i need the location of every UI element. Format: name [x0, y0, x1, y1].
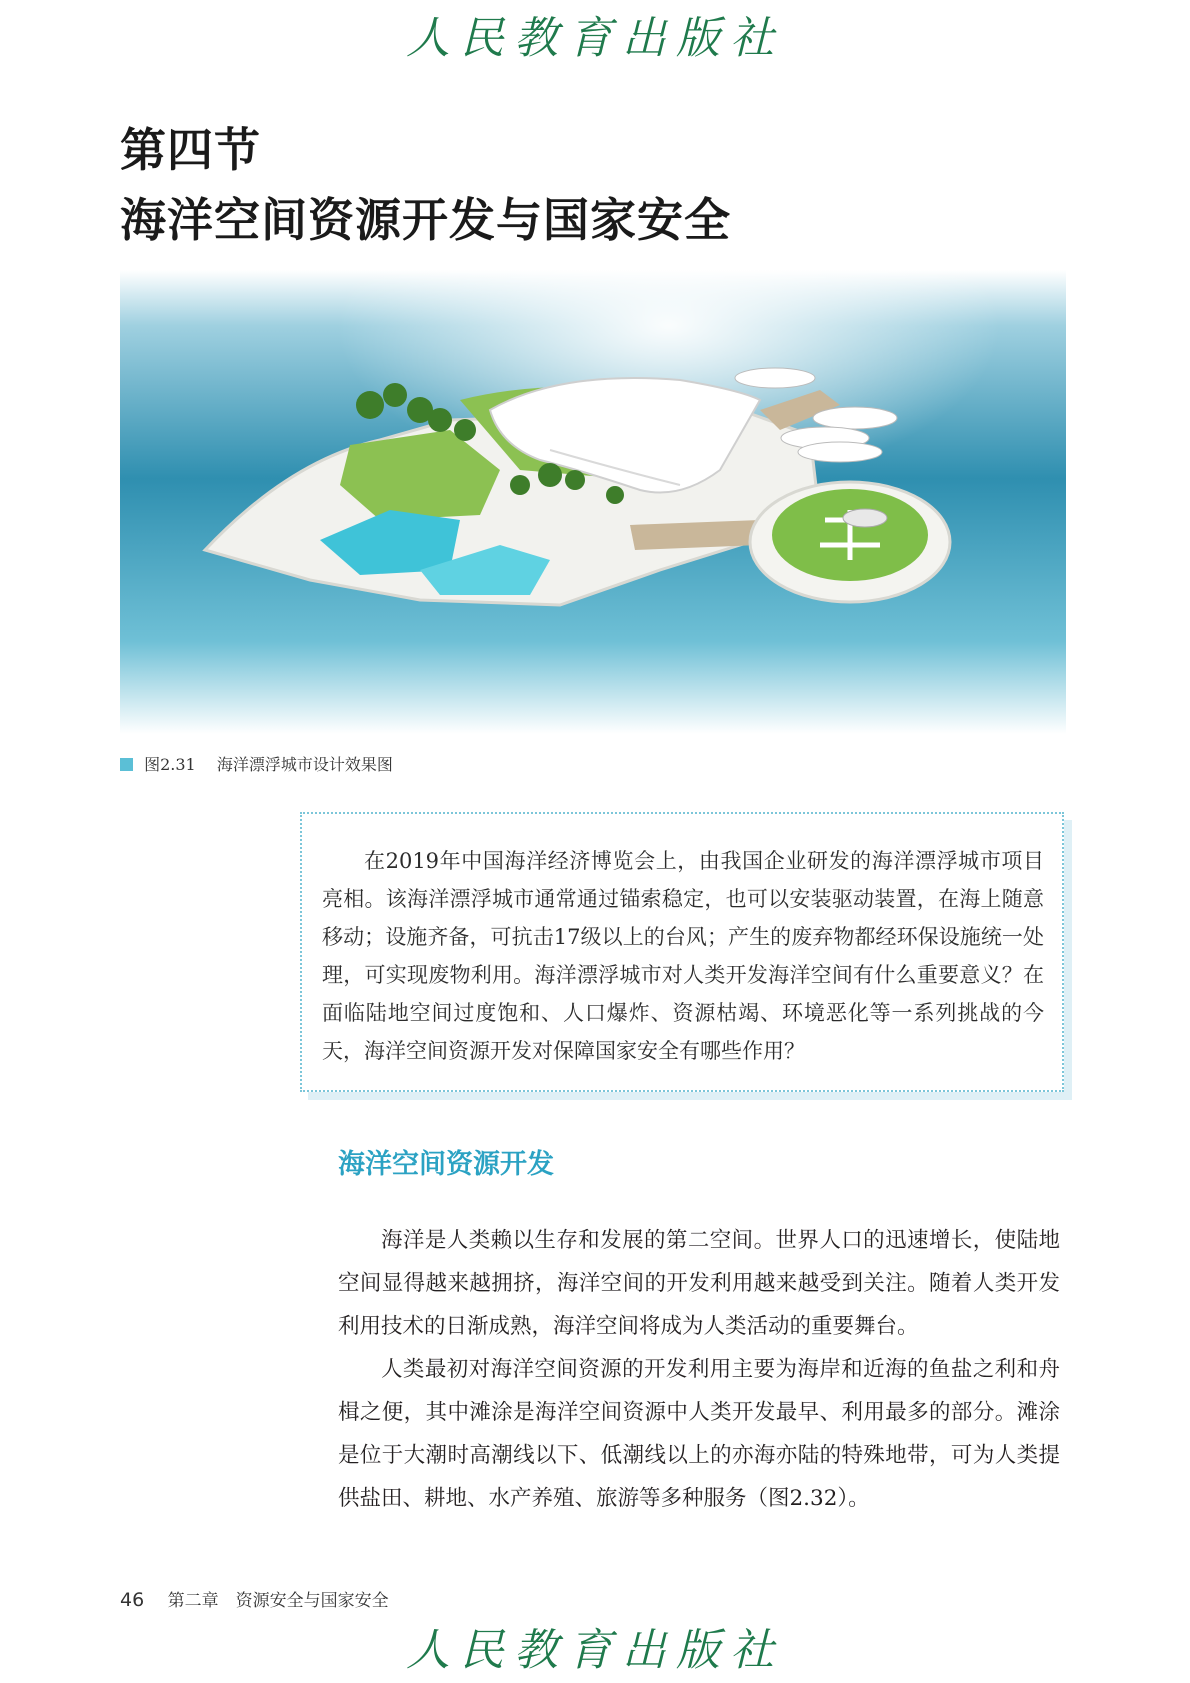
body-paragraph: 海洋是人类赖以生存和发展的第二空间。世界人口的迅速增长，使陆地空间显得越来越拥挤，海洋空间的开发利用越来越受到关注。随着人类开发利用技术的日渐成熟，海洋空间将成为人类活动的重要舞台。 — [338, 1228, 1060, 1339]
body-paragraph: 人类最初对海洋空间资源的开发利用主要为海岸和近海的鱼盐之利和舟楫之便，其中滩涂是海洋空间资源中人类开发最早、利用最多的部分。滩涂是位于大潮时高潮线以下、低潮线以上的亦海亦陆的特殊地带，可为人类提供盐田、耕地、水产养殖、旅游等多种服务（图2.32）。 — [338, 1357, 1060, 1511]
intro-case-text: 在2019年中国海洋经济博览会上，由我国企业研发的海洋漂浮城市项目亮相。该海洋漂浮城市通常通过锚索稳定，也可以安装驱动装置，在海上随意移动；设施齐备，可抗击17级以上的台风；产生的废弃物都经环保设施统一处理，可实现废物利用。海洋漂浮城市对人类开发海洋空间有什么重要意义？在面临陆地空间过度饱和、人口爆炸、资源枯竭、环境恶化等一系列挑战的今天，海洋空间资源开发对保障国家安全有哪些作用？ — [322, 849, 1044, 1063]
chapter-running-title: 第二章 资源安全与国家安全 — [167, 1591, 389, 1611]
caption-marker-icon — [120, 758, 133, 771]
figure-caption — [120, 752, 393, 775]
figure-number: 图2.31 — [144, 755, 196, 774]
floating-city-illustration — [120, 270, 1066, 734]
publisher-logo-top: 人民教育出版社 — [406, 13, 784, 64]
publisher-logo-bottom: 人民教育出版社 — [406, 1625, 784, 1676]
intro-case-box — [300, 812, 1064, 1092]
subsection-title: 海洋空间资源开发 — [338, 1149, 554, 1180]
page-number: 46 — [120, 1589, 145, 1611]
figure-caption-text: 海洋漂浮城市设计效果图 — [216, 755, 393, 774]
page-footer — [120, 1586, 389, 1611]
floating-city-drawing — [120, 270, 1066, 734]
section-number: 第四节 — [120, 123, 261, 177]
section-title: 海洋空间资源开发与国家安全 — [120, 193, 731, 247]
